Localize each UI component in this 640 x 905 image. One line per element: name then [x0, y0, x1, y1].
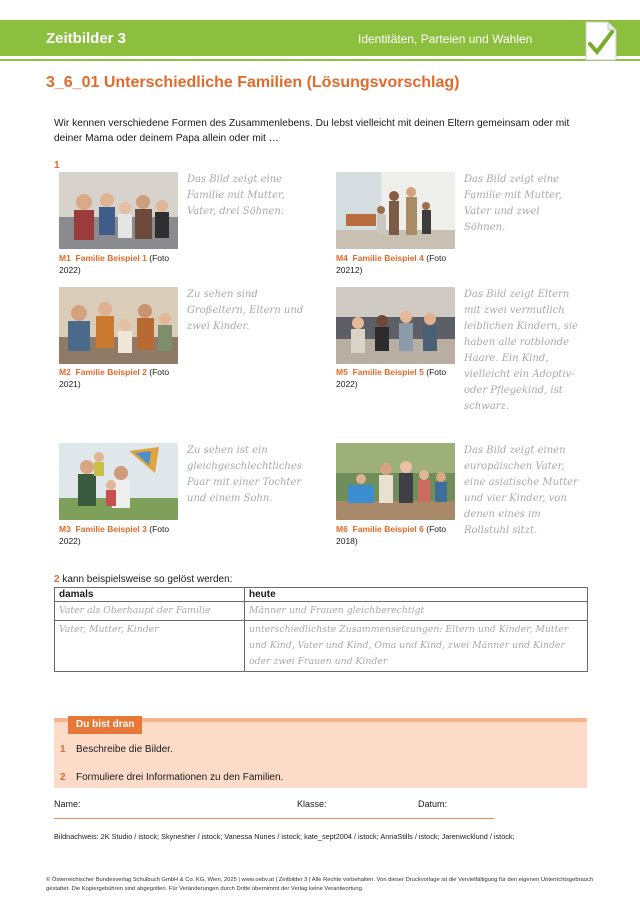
task-item-2 — [60, 772, 283, 783]
image-credits: Bildnachweis: 2K Studio / istock; Skynesher / istock; Vanessa Nunes / istock; kate_sept2004 / istock; AnnaStills / istock; Jarenwicklund / istock; — [54, 832, 515, 841]
caption-m2-label: Familie Beispiel 2 — [75, 367, 147, 377]
photo-m4 — [336, 172, 455, 249]
section-2-text: kann beispielsweise so gelöst werden: — [59, 574, 233, 585]
answer-m6: Das Bild zeigt einen europäischen Vater, eine asiatische Mutter und vier Kinder, von denen eines im Rollstuhl sitzt. — [464, 445, 578, 536]
caption-m1-code: M1 — [59, 253, 71, 263]
comparison-table — [54, 587, 588, 672]
caption-m4-photo: (Foto 20212) — [336, 253, 447, 275]
task-2-number: 2 — [60, 772, 66, 783]
caption-m4-label: Familie Beispiel 4 — [352, 253, 424, 263]
class-label: Klasse: — [297, 799, 327, 809]
table-header-damals: damals — [55, 588, 245, 602]
task-2-text: Formuliere drei Informationen zu den Familien. — [76, 772, 284, 783]
photo-m3 — [59, 443, 178, 520]
caption-m6 — [336, 523, 466, 547]
section-1-number: 1 — [54, 160, 60, 171]
caption-m5-photo: (Foto 2022) — [336, 367, 447, 389]
photo-m1 — [59, 172, 178, 249]
caption-m3-photo: (Foto 2022) — [59, 524, 170, 546]
caption-m4-code: M4 — [336, 253, 348, 263]
table-header-heute: heute — [245, 588, 588, 602]
book-title: Zeitbilder 3 — [46, 30, 127, 47]
caption-m6-label: Familie Beispiel 6 — [352, 524, 424, 534]
table-cell: Vater als Oberhaupt der Familie — [55, 602, 245, 621]
copyright-footer: © Österreichischer Bundesverlag Schulbuch GmbH & Co. KG, Wien, 2025 | www.oebv.at | Zeitbilder 3 | Alle Rechte vorbehalten. Von dieser Druckvorlage ist die Vervielfältigung für den eigenen Unterrichtsgebrauch gestattet. Die Kopiergebühren sind abgegolten. Für Veränderungen durch Dritte übernimmt der Verlag keine Verantwortung. — [46, 877, 594, 892]
answer-m4: Das Bild zeigt eine Familie mit Mutter, Vater und zwei Söhnen. — [464, 174, 562, 233]
caption-m4 — [336, 252, 466, 276]
table-row — [55, 621, 588, 672]
caption-m6-photo: (Foto 2018) — [336, 524, 447, 546]
answer-m1: Das Bild zeigt eine Familie mit Mutter, Vater, drei Söhnen. — [187, 174, 285, 217]
table-header-row — [55, 588, 588, 602]
section-2-intro — [54, 574, 232, 585]
caption-m2-code: M2 — [59, 367, 71, 377]
section-2-number: 2 — [54, 574, 60, 585]
table-cell: Männer und Frauen gleichberechtigt — [245, 602, 588, 621]
task-1-number: 1 — [60, 744, 66, 755]
photo-m2 — [59, 287, 178, 364]
task-1-text: Beschreibe die Bilder. — [76, 744, 173, 755]
intro-text: Wir kennen verschiedene Formen des Zusammenlebens. Du lebst vielleicht mit deinen Eltern gemeinsam oder mit deiner Mama oder deinem Papa allein oder mit … — [54, 118, 570, 144]
caption-m3 — [59, 523, 189, 547]
caption-m5 — [336, 366, 466, 390]
table-row — [55, 602, 588, 621]
caption-m1-label: Familie Beispiel 1 — [75, 253, 147, 263]
photo-m6 — [336, 443, 455, 520]
table-cell: unterschiedlichste Zusammensetzungen: Eltern und Kinder, Mutter und Kind, Vater und Kind, Oma und Kind, zwei Männer und Kinder oder zwei Frauen und Kinder — [245, 621, 588, 672]
answer-m5: Das Bild zeigt Eltern mit zwei vermutlich leiblichen Kindern, sie haben alle rotblonde Haare. Ein Kind, vielleicht ein Adoptiv- oder Pflegekind, ist schwarz. — [464, 289, 578, 412]
caption-m3-label: Familie Beispiel 3 — [75, 524, 147, 534]
caption-m2 — [59, 366, 189, 390]
header-bar — [0, 20, 640, 56]
caption-m1 — [59, 252, 189, 276]
caption-m5-code: M5 — [336, 367, 348, 377]
caption-m1-photo: (Foto 2022) — [59, 253, 170, 275]
form-underline — [54, 818, 494, 819]
chapter-title: Identitäten, Parteien und Wahlen — [358, 32, 533, 46]
answer-m3: Zu sehen ist ein gleichgeschlechtliches Paar mit einer Tochter und einem Sohn. — [187, 445, 302, 504]
task-item-1 — [60, 744, 173, 755]
answer-m2: Zu sehen sind Großeltern, Eltern und zwei Kinder. — [187, 289, 304, 332]
caption-m2-photo: (Foto 2021) — [59, 367, 170, 389]
caption-m5-label: Familie Beispiel 5 — [352, 367, 424, 377]
date-label: Datum: — [418, 799, 448, 809]
table-cell: Vater, Mutter, Kinder — [55, 621, 245, 672]
name-label: Name: — [54, 799, 81, 809]
caption-m3-code: M3 — [59, 524, 71, 534]
document-check-icon — [580, 18, 620, 64]
task-box-tag: Du bist dran — [68, 716, 142, 734]
page-title: 3_6_01 Unterschiedliche Familien (Lösungsvorschlag) — [46, 74, 460, 91]
header-divider — [0, 59, 640, 61]
photo-m5 — [336, 287, 455, 364]
caption-m6-code: M6 — [336, 524, 348, 534]
